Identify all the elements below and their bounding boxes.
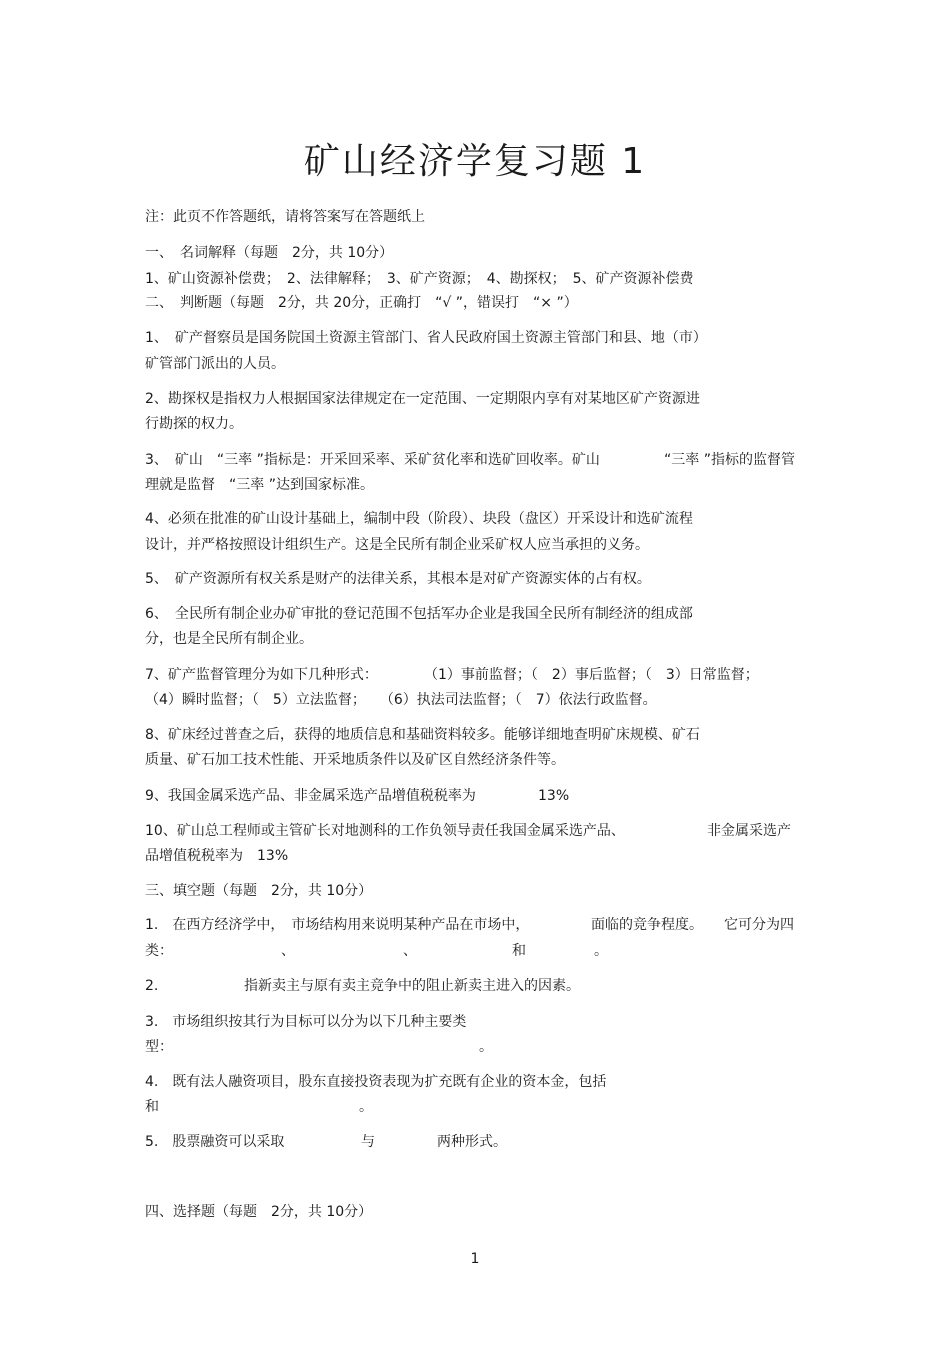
- fill-q1-line1-right: 它可分为四: [724, 917, 794, 933]
- judge-q1-line2: 矿管部门派出的人员。: [145, 356, 285, 372]
- fill-q3-line1: 3. 市场组织按其行为目标可以分为以下几种主要类: [145, 1014, 467, 1030]
- judge-q7-line1-right: （1）事前监督；（ 2）事后监督；（ 3）日常监督；: [424, 667, 759, 683]
- judge-q9: 9、我国金属采选产品、非金属采选产品增值税税率为: [145, 788, 476, 804]
- judge-q10-line1: 10、矿山总工程师或主管矿长对地测科的工作负领导责任我国金属采选产品、: [145, 823, 625, 839]
- judge-q10-line2: 品增值税税率为 13%: [145, 848, 289, 864]
- judge-q4-line2: 设计，并严格按照设计组织生产。这是全民所有制企业采矿权人应当承担的义务。: [145, 537, 649, 553]
- judge-q8-line2: 质量、矿石加工技术性能、开采地质条件以及矿区自然经济条件等。: [145, 752, 565, 768]
- judge-q9-rate: 13%: [538, 788, 570, 804]
- fill-q2: 2.: [145, 978, 159, 994]
- fill-q1-line1: 1. 在西方经济学中， 市场结构用来说明某种产品在市场中，: [145, 917, 530, 933]
- fill-q1-line1-middle: 面临的竞争程度。: [591, 917, 703, 933]
- section-3-heading: 三、填空题（每题 2分，共 10分）: [145, 883, 373, 899]
- fill-q4-line2: 和: [145, 1099, 159, 1115]
- fill-q5-with: 与: [361, 1134, 375, 1150]
- fill-q1-line2: 类：: [145, 943, 173, 959]
- judge-q3-line1-right: “三率 ”指标的监督管: [664, 452, 795, 468]
- fill-q1-end: 。: [594, 943, 608, 959]
- judge-q2-line1: 2、勘探权是指权力人根据国家法律规定在一定范围、一定期限内享有对某地区矿产资源进: [145, 391, 700, 407]
- section-2-heading: 二、 判断题（每题 2分，共 20分，正确打 “√ ”，错误打 “× ”）: [145, 295, 578, 311]
- judge-q10-line1-right: 非金属采选产: [707, 823, 791, 839]
- section-1-terms: 1、矿山资源补偿费； 2、法律解释； 3、矿产资源； 4、勘探权； 5、矿产资源补偿费: [145, 271, 694, 287]
- fill-q2-text: 指新卖主与原有卖主竞争中的阻止新卖主进入的因素。: [244, 978, 580, 994]
- fill-q3-end: 。: [479, 1039, 493, 1055]
- judge-q6-line1: 6、 全民所有制企业办矿审批的登记范围不包括军办企业是我国全民所有制经济的组成部: [145, 606, 693, 622]
- note: 注：此页不作答题纸，请将答案写在答题纸上: [145, 209, 425, 225]
- judge-q8-line1: 8、矿床经过普查之后，获得的地质信息和基础资料较多。能够详细地查明矿床规模、矿石: [145, 727, 700, 743]
- judge-q3-line1: 3、 矿山 “三率 ”指标是：开采回采率、采矿贫化率和选矿回收率。矿山: [145, 452, 600, 468]
- judge-q4-line1: 4、必须在批准的矿山设计基础上，编制中段（阶段）、块段（盘区）开采设计和选矿流程: [145, 511, 693, 527]
- fill-q1-comma-2: 、: [403, 943, 417, 959]
- section-4-heading: 四、选择题（每题 2分，共 10分）: [145, 1204, 373, 1220]
- fill-q4-line1: 4. 既有法人融资项目，股东直接投资表现为扩充既有企业的资本金，包括: [145, 1074, 607, 1090]
- judge-q2-line2: 行勘探的权力。: [145, 416, 243, 432]
- section-1-heading: 一、 名词解释（每题 2分，共 10分）: [145, 245, 394, 261]
- fill-q1-and: 和: [512, 943, 526, 959]
- fill-q1-comma-1: 、: [281, 943, 295, 959]
- document-title: 矿山经济学复习题 1: [303, 141, 647, 182]
- fill-q3-line2: 型：: [145, 1039, 173, 1055]
- judge-q6-line2: 分，也是全民所有制企业。: [145, 631, 313, 647]
- judge-q1-line1: 1、 矿产督察员是国务院国土资源主管部门、省人民政府国土资源主管部门和县、地（市）: [145, 330, 707, 346]
- judge-q7-line2: （4）瞬时监督；（ 5）立法监督； （6）执法司法监督；（ 7）依法行政监督。: [145, 692, 657, 708]
- page-number: 1: [470, 1251, 480, 1267]
- judge-q5: 5、 矿产资源所有权关系是财产的法律关系，其根本是对矿产资源实体的占有权。: [145, 571, 651, 587]
- judge-q7-line1: 7、矿产监督管理分为如下几种形式：: [145, 667, 378, 683]
- fill-q5-end: 两种形式。: [437, 1134, 507, 1150]
- fill-q4-end: 。: [359, 1099, 373, 1115]
- judge-q3-line2: 理就是监督 “三率 ”达到国家标准。: [145, 477, 374, 493]
- fill-q5: 5. 股票融资可以采取: [145, 1134, 285, 1150]
